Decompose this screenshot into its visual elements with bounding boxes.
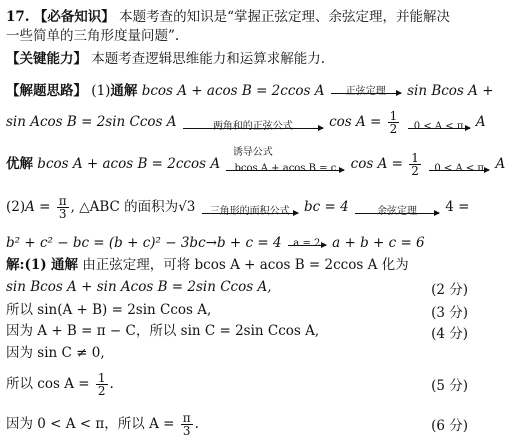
arrow-range-label: 0 < A < π (434, 163, 484, 174)
fraction-half (388, 110, 400, 135)
approach-part1: (1) (91, 83, 111, 99)
fraction-den: 3 (58, 207, 67, 221)
fraction-num: 1 (97, 371, 106, 385)
fraction-den: 2 (389, 122, 398, 136)
step-5-text: 所以 cos A = (6, 376, 90, 392)
solution-label: 解:(1) (6, 257, 47, 273)
arrow-sine-rule-label: 正弦定理 (345, 86, 386, 97)
step-3-text: 因为 A + B = π − C，所以 sin C = 2sin Ccos A, (6, 323, 320, 339)
part2-line (6, 195, 469, 220)
arrow-c (226, 163, 344, 177)
arrow-range-label: 0 < A < π (413, 121, 464, 132)
step-6-text: 因为 0 < A < π，所以 A = (6, 416, 175, 432)
score-5: (5 分) (431, 378, 468, 394)
step-4-text: 因为 sin C ≠ 0, (6, 345, 105, 361)
question-number: 17. (6, 9, 30, 25)
fraction-den: 3 (182, 424, 191, 438)
optimal-line (6, 152, 505, 177)
knowledge-text-1: 本题考查的知识是“掌握正弦定理、余弦定理，并能解决 (119, 9, 450, 25)
score-6: (6 分) (431, 418, 468, 434)
step-4 (6, 344, 105, 362)
fraction-num: 1 (411, 151, 419, 165)
fraction-half-2 (409, 152, 421, 177)
step-1 (6, 278, 272, 296)
knowledge-text-2: 一些简单的三角形度量问题”. (6, 28, 180, 44)
fraction-pi-3 (57, 195, 69, 220)
general-solution-label: 通解 (110, 83, 138, 99)
fraction-den: 2 (411, 164, 419, 178)
knowledge-line (6, 8, 450, 26)
ability-tag: 【关键能力】 (6, 51, 87, 67)
result-A: A (475, 114, 486, 130)
arrow-area-label: 三角形的面积公式 (209, 206, 290, 217)
arrow-sum-formula-label: 两角和的正弦公式 (212, 121, 293, 132)
score-2: (2 分) (431, 282, 468, 298)
fraction-half-3 (96, 372, 108, 397)
approach-eq2: sin Acos B = 2sin Ccos A (6, 114, 177, 130)
ability-text: 本题考查逻辑思维能力和运算求解能力. (91, 51, 326, 67)
arrow-cosine-rule (355, 206, 439, 220)
fraction-pi-3-b (181, 412, 193, 437)
fraction-num: 1 (389, 109, 398, 123)
fraction-num: π (182, 411, 191, 425)
ability-line (6, 50, 325, 68)
score-3: (3 分) (431, 305, 468, 321)
fraction-den: 2 (97, 384, 106, 398)
arrow-sine-rule (331, 86, 401, 100)
arrow-area (202, 206, 298, 220)
approach-line-2 (6, 109, 486, 158)
fraction-num: π (58, 194, 67, 208)
optimal-label: 优解 (6, 156, 33, 172)
solution-general-label: 通解 (50, 257, 78, 273)
solution-line (6, 256, 409, 274)
four-equals: 4 = (445, 199, 470, 215)
arrow-range-2 (429, 163, 489, 177)
part2-A: A = (25, 199, 51, 215)
score-4: (4 分) (431, 326, 468, 342)
b2-expression: b² + c² − bc = (b + c)² − 3bc→b + c = 4 (6, 235, 282, 251)
approach-line-1 (6, 82, 494, 100)
approach-eq1: bcos A + acos B = 2ccos A (141, 83, 325, 99)
arrow-a2 (288, 238, 326, 252)
part2-line-2 (6, 234, 425, 252)
step-2 (6, 301, 211, 319)
step-5: 所以 cos A = $\frac{1}{2}$ . (6, 371, 114, 398)
arrow-a2-label: a = 2 (293, 238, 321, 249)
result-A-2: A (495, 156, 505, 172)
knowledge-tag: 【必备知识】 (33, 9, 115, 25)
approach-tag: 【解题思路】 (6, 83, 87, 99)
part2-label: (2) (6, 199, 26, 215)
arrow-cosine-rule-label: 余弦定理 (376, 206, 417, 217)
arrow-range (408, 121, 470, 135)
approach-eq1b: sin Bcos A + (407, 83, 494, 99)
arrow-c-label: bcos A + acos B = c (234, 163, 337, 174)
arrow-induction-label: 诱导公式 (232, 147, 273, 158)
step-1-text: sin Bcos A + sin Acos B = 2sin Ccos A, (6, 279, 272, 295)
optimal-cos: cos A = (350, 156, 403, 172)
part2-area: , △ABC 的面积为 (70, 199, 179, 215)
approach-eq2b: cos A = (329, 114, 382, 130)
optimal-eq: bcos A + acos B = 2ccos A (37, 156, 221, 172)
step-3 (6, 322, 319, 340)
step-6: 因为 0 < A < π，所以 A = $\frac{\pi}{3}$ . (6, 411, 199, 438)
arrow-sum-formula (183, 121, 323, 158)
perimeter: a + b + c = 6 (332, 235, 425, 251)
knowledge-line-2 (6, 27, 179, 45)
sqrt3: √3 (178, 199, 196, 215)
bc-equals-4: bc = 4 (303, 199, 349, 215)
solution-text: 由正弦定理，可将 bcos A + acos B = 2ccos A 化为 (82, 257, 409, 273)
step-2-text: 所以 sin(A + B) = 2sin Ccos A, (6, 302, 212, 318)
